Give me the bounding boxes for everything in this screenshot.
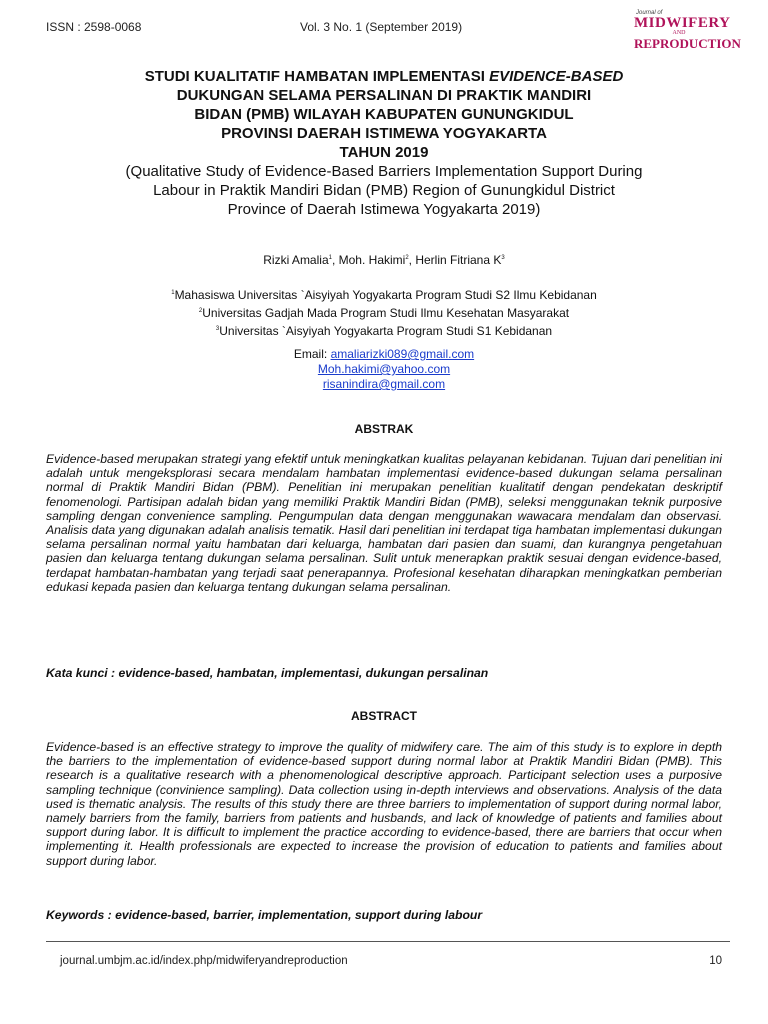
author-1-sup: 1 bbox=[328, 255, 332, 261]
paper-title bbox=[40, 67, 728, 219]
author-sep: , bbox=[331, 253, 339, 267]
affiliations bbox=[40, 285, 728, 339]
author-3: Herlin Fitriana K bbox=[415, 253, 502, 267]
logo-journal-of: Journal of bbox=[636, 10, 663, 16]
affiliation-text: Universitas `Aisyiyah Yogyakarta Program Studi S1 Kebidanan bbox=[219, 324, 553, 338]
affiliation-text: Universitas Gadjah Mada Program Studi Ilmu Kesehatan Masyarakat bbox=[202, 306, 570, 320]
title-id-line-1-text: STUDI KUALITATIF HAMBATAN IMPLEMENTASI bbox=[144, 68, 490, 85]
footer-url[interactable]: journal.umbjm.ac.id/index.php/midwiferyandreproduction bbox=[60, 955, 348, 967]
title-en-line-3: Province of Daerah Istimewa Yogyakarta 2019) bbox=[227, 201, 541, 218]
keywords: Keywords : evidence-based, barrier, implementation, support during labour bbox=[46, 908, 483, 922]
journal-logo bbox=[634, 10, 741, 51]
title-id-line-3: BIDAN (PMB) WILAYAH KABUPATEN GUNUNGKIDUL bbox=[194, 106, 574, 123]
logo-reproduction: REPRODUCTION bbox=[634, 36, 741, 51]
logo-and: AND bbox=[672, 30, 686, 36]
footer-divider bbox=[46, 941, 730, 942]
author-3-sup: 3 bbox=[501, 255, 505, 261]
title-id-line-5: TAHUN 2019 bbox=[339, 144, 429, 161]
affiliation-1 bbox=[40, 285, 728, 303]
affiliation-text: Mahasiswa Universitas `Aisyiyah Yogyakarta Program Studi S2 Ilmu Kebidanan bbox=[174, 288, 597, 302]
affiliation-sup: 1 bbox=[171, 290, 175, 296]
kata-kunci: Kata kunci : evidence-based, hambatan, implementasi, dukungan persalinan bbox=[46, 666, 489, 680]
email-link-3[interactable]: risanindira@gmail.com bbox=[322, 377, 446, 391]
email-label: Email: bbox=[293, 347, 331, 361]
abstrak-heading: ABSTRAK bbox=[354, 422, 414, 436]
author-2: Moh. Hakimi bbox=[338, 253, 406, 267]
logo-midwifery: MIDWIFERY bbox=[634, 15, 731, 31]
author-list bbox=[40, 253, 728, 267]
issn-text: ISSN : 2598-0068 bbox=[46, 20, 142, 34]
title-id-line-1 bbox=[40, 67, 728, 86]
volume-text: Vol. 3 No. 1 (September 2019) bbox=[300, 20, 463, 34]
affiliation-sup: 3 bbox=[215, 326, 220, 332]
email-block bbox=[40, 347, 728, 392]
email-link-2[interactable]: Moh.hakimi@yahoo.com bbox=[317, 362, 451, 376]
title-en-line-1: (Qualitative Study of Evidence-Based Barriers Implementation Support During bbox=[125, 163, 643, 180]
abstract-body: Evidence-based is an effective strategy to improve the quality of midwifery care. The aim of this study is to explore in depth the barriers to the implementation of evidence-based support during normal labor at Praktik Mandiri Bidan (PMB). This research is a qualitative research with a phenomenological descriptive approach. Participant selection uses a purposive sampling technique (convinience sampling). Data collection using in-depth interviews and observations. Analysis of the data used is thematic analysis. The results of this study there are three barriers to implementation of support during normal labor, namely barriers from the family, barriers from patients and husbands, and lack of knowledge of patients and families about support during labor. It is difficult to implement the practice according to evidence-based, there are barriers that occur when implementing it. Health professionals are expected to increase the provision of education to patients and families about support during labor. bbox=[46, 740, 722, 868]
email-line-2 bbox=[40, 362, 728, 377]
email-link-1[interactable]: amaliarizki089@gmail.com bbox=[330, 347, 475, 361]
title-id-line-1-italic: EVIDENCE-BASED bbox=[489, 68, 624, 85]
email-line-3 bbox=[40, 377, 728, 392]
page-number: 10 bbox=[709, 955, 722, 967]
title-id-line-2: DUKUNGAN SELAMA PERSALINAN DI PRAKTIK MANDIRI bbox=[176, 87, 592, 104]
title-id-line-4: PROVINSI DAERAH ISTIMEWA YOGYAKARTA bbox=[221, 125, 547, 142]
affiliation-3 bbox=[40, 321, 728, 339]
author-2-sup: 2 bbox=[405, 255, 409, 261]
author-1: Rizki Amalia bbox=[263, 253, 329, 267]
title-en-line-2: Labour in Praktik Mandiri Bidan (PMB) Region of Gunungkidul District bbox=[153, 182, 615, 199]
email-line-1 bbox=[40, 347, 728, 362]
affiliation-2 bbox=[40, 303, 728, 321]
author-sep: , bbox=[408, 253, 416, 267]
abstract-heading: ABSTRACT bbox=[351, 709, 417, 723]
affiliation-sup: 2 bbox=[198, 308, 203, 314]
abstrak-body: Evidence-based merupakan strategi yang efektif untuk meningkatkan kualitas pelayanan kebidanan. Tujuan dari penelitian ini adalah untuk mengeksplorasi secara mendalam hambatan implementasi evidence-based dukungan selama persalinan normal di Praktik Mandiri Bidan (PBM). Penelitian ini merupakan penelitian kualitatif dengan pendekatan deskriptif fenomenologi. Partisipan adalah bidan yang memiliki Praktik Mandiri Bidan (PMB), seleksi menggunakan teknik purposive sampling dengan convenience sampling. Pengumpulan data dengan menggunakan wawacara mendalam dan observasi. Analisis data yang digunakan adalah analisis tematik. Hasil dari penelitian ini terdapat tiga hambatan implementasi dukungan selama persalinan normal yaitu hambatan dari keluarga, hambatan dari pasien dan suami, dan kurangnya pengetahuan pasien dan keluarga tentang dukungan selama persalinan. Sulit untuk menerapkan praktik sesuai dengan evidence-based, terdapat hambatan-hambatan yang terjadi saat penerapannya. Profesional kesehatan diharapkan meningkatkan pemberian edukasi kepada pasien dan keluarga tentang dukungan selama persalinan. bbox=[46, 452, 722, 594]
